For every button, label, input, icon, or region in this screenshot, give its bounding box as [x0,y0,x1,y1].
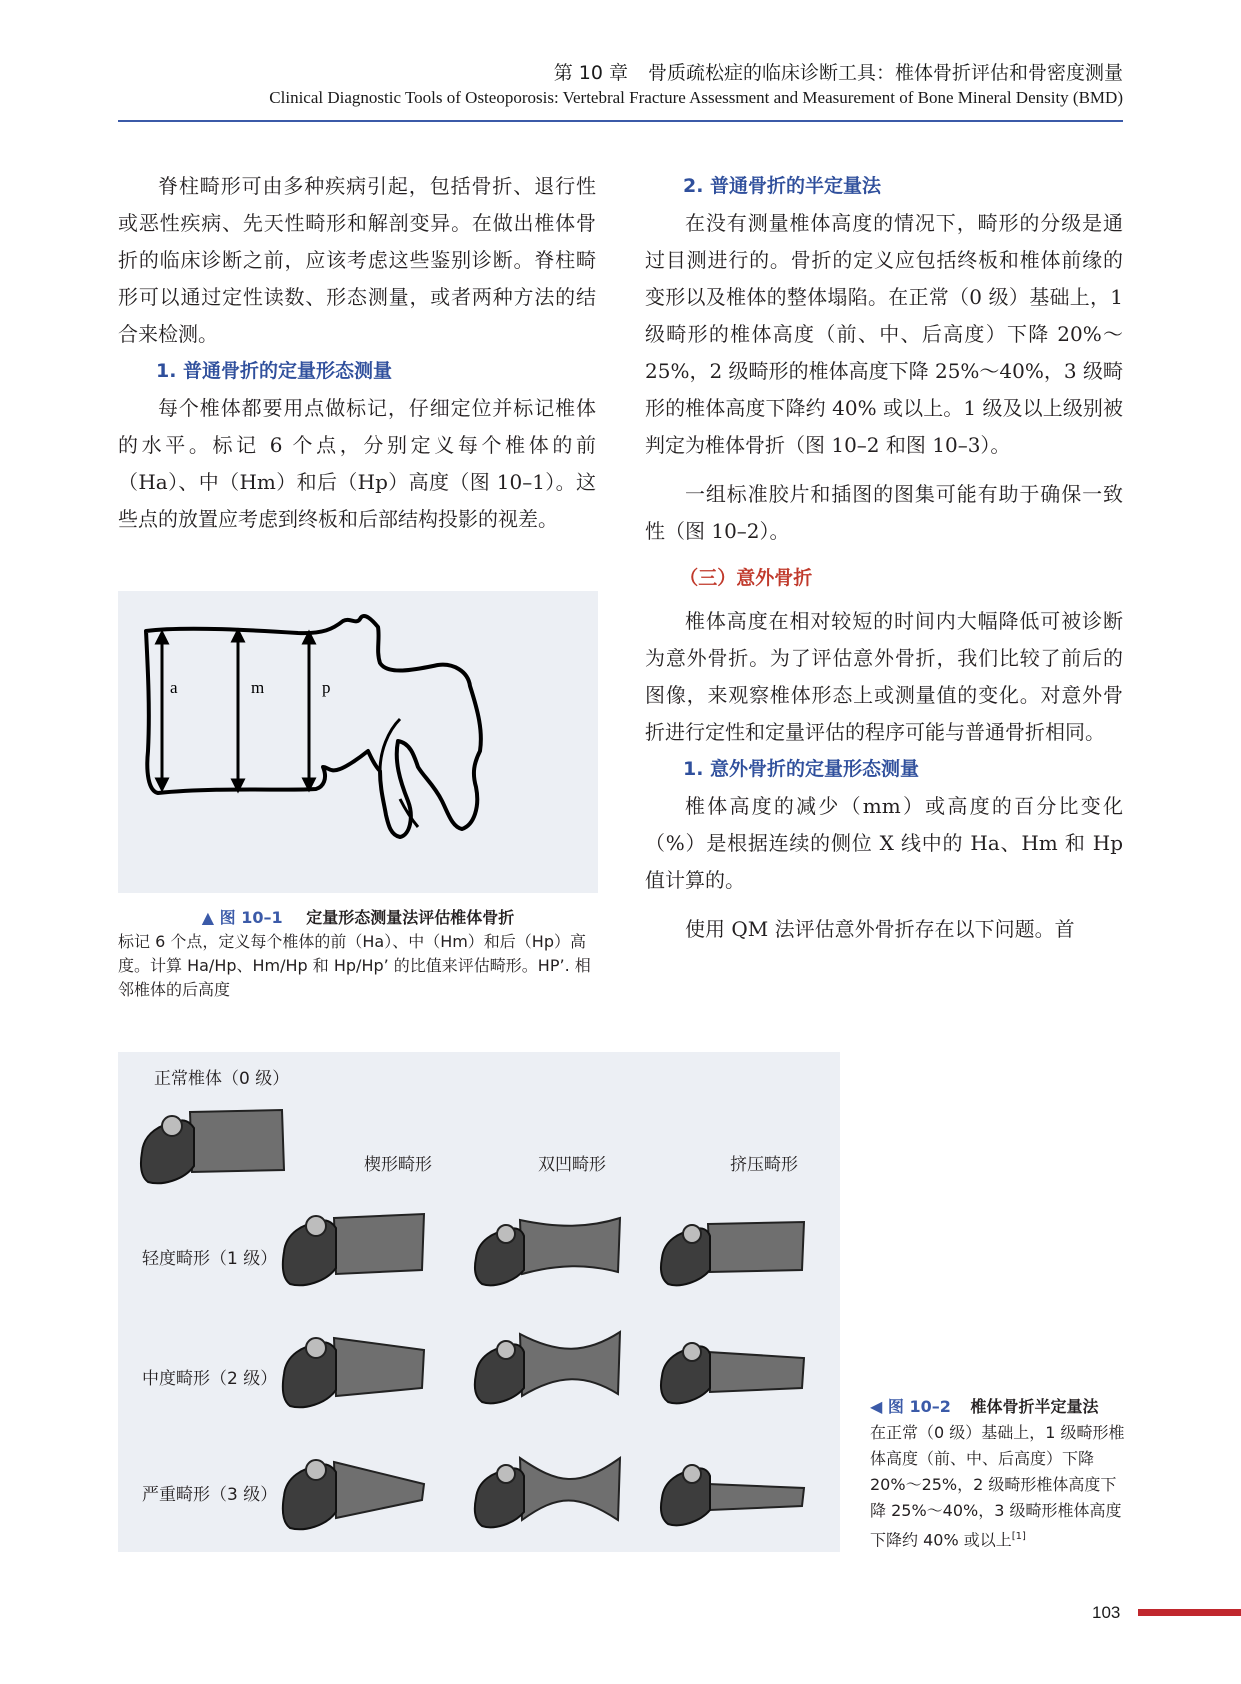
chapter-title-cn: 骨质疏松症的临床诊断工具：椎体骨折评估和骨密度测量 [647,62,1123,84]
chapter-number: 第 10 章 [553,62,628,84]
triangle-up-icon: ▲ [201,908,215,927]
citation-ref: [1] [1011,1531,1026,1542]
vertebra-biconcave-severe [468,1444,628,1534]
vertebra-wedge-mild [274,1200,434,1290]
label-a: a [170,678,178,697]
section-heading: 1. 普通骨折的定量形态测量 [156,360,393,382]
label-m: m [251,678,265,697]
column-label-wedge: 楔形畸形 [364,1155,432,1175]
chapter-title-en: Clinical Diagnostic Tools of Osteoporosis: Vertebral Fracture Assessment and Measurement of Bone Mineral Density (BMD) [269,88,1123,107]
figure-10-1 [118,591,598,893]
vertebra-crush-mild [654,1210,814,1290]
figure-caption-body: 在正常（0 级）基础上，1 级畸形椎体高度（前、中、后高度）下降 20%～25%，2 级畸形椎体高度下降 25%～40%，3 级畸形椎体高度下降约 40% 或以上[1] [870,1423,1125,1550]
paragraph: 椎体高度的减少（mm）或高度的百分比变化（%）是根据连续的侧位 X 线中的 Ha、Hm 和 Hp 值计算的。 [645,794,1123,892]
column-label-biconcave: 双凹畸形 [538,1155,606,1175]
section-heading: 2. 普通骨折的半定量法 [683,175,882,197]
vertebra-wedge-severe [274,1444,434,1534]
figure-number: 图 10–2 [887,1397,951,1416]
running-header-cn [554,58,1123,85]
paragraph: 每个椎体都要用点做标记，仔细定位并标记椎体的水平。标记 6 个点，分别定义每个椎体的前（Ha）、中（Hm）和后（Hp）高度（图 10–1）。这些点的放置应考虑到终板和后部结构投影的视差。 [118,396,596,531]
paragraph: 使用 QM 法评估意外骨折存在以下问题。首 [685,917,1075,941]
paragraph: 一组标准胶片和插图的图集可能有助于确保一致性（图 10–2）。 [645,482,1123,543]
paragraph: 椎体高度在相对较短的时间内大幅降低可被诊断为意外骨折。为了评估意外骨折，我们比较了前后的图像，来观察椎体形态上或测量值的变化。对意外骨折进行定性和定量评估的程序可能与普通骨折相同。 [645,609,1123,744]
row-label-severe: 严重畸形（3 级） [142,1485,278,1505]
vertebra-crush-moderate [654,1328,814,1408]
section-heading: 1. 意外骨折的定量形态测量 [683,758,920,780]
page-number: 103 [1092,1603,1121,1622]
triangle-left-icon: ◀ [870,1397,883,1416]
figure-title: 定量形态测量法评估椎体骨折 [306,908,515,927]
figure-title: 椎体骨折半定量法 [970,1397,1099,1416]
vertebra-normal [132,1102,292,1187]
row-label-moderate: 中度畸形（2 级） [142,1369,278,1389]
vertebra-outline-diagram [118,591,598,893]
figure-10-2-caption [870,1394,1130,1553]
figure-10-1-caption [118,906,598,1002]
header-rule [118,120,1123,122]
normal-vertebra-label: 正常椎体（0 级） [154,1069,290,1089]
vertebra-wedge-moderate [274,1322,434,1412]
right-column [645,168,1123,948]
vertebra-crush-severe [654,1448,814,1532]
paragraph: 在没有测量椎体高度的情况下，畸形的分级是通过目测进行的。骨折的定义应包括终板和椎体前缘的变形以及椎体的整体塌陷。在正常（0 级）基础上，1 级畸形的椎体高度（前、中、后高度）下降 20%～25%，2 级畸形的椎体高度下降 25%～40%，3 级畸形的椎体高度下降约 40% 或以上。1 级及以上级别被判定为椎体骨折（图 10–2 和图 10–3）。 [645,211,1123,457]
vertebra-biconcave-mild [468,1210,628,1290]
page-bar [1138,1609,1241,1616]
label-p: p [322,678,331,697]
row-label-mild: 轻度畸形（1 级） [142,1249,278,1269]
left-column [118,168,596,538]
figure-caption-body: 标记 6 个点，定义每个椎体的前（Ha）、中（Hm）和后（Hp）高度。计算 Ha/Hp、Hm/Hp 和 Hp/Hp’ 的比值来评估畸形。HP’. 相邻椎体的后高度 [118,932,591,999]
vertebra-biconcave-moderate [468,1324,628,1410]
figure-10-2 [118,1052,840,1552]
column-label-crush: 挤压畸形 [730,1155,798,1175]
paragraph: 脊柱畸形可由多种疾病引起，包括骨折、退行性或恶性疾病、先天性畸形和解剖变异。在做出椎体骨折的临床诊断之前，应该考虑这些鉴别诊断。脊柱畸形可以通过定性读数、形态测量，或者两种方法的结合来检测。 [118,174,596,346]
figure-number: 图 10–1 [219,908,283,927]
subsection-heading: （三）意外骨折 [679,567,813,589]
